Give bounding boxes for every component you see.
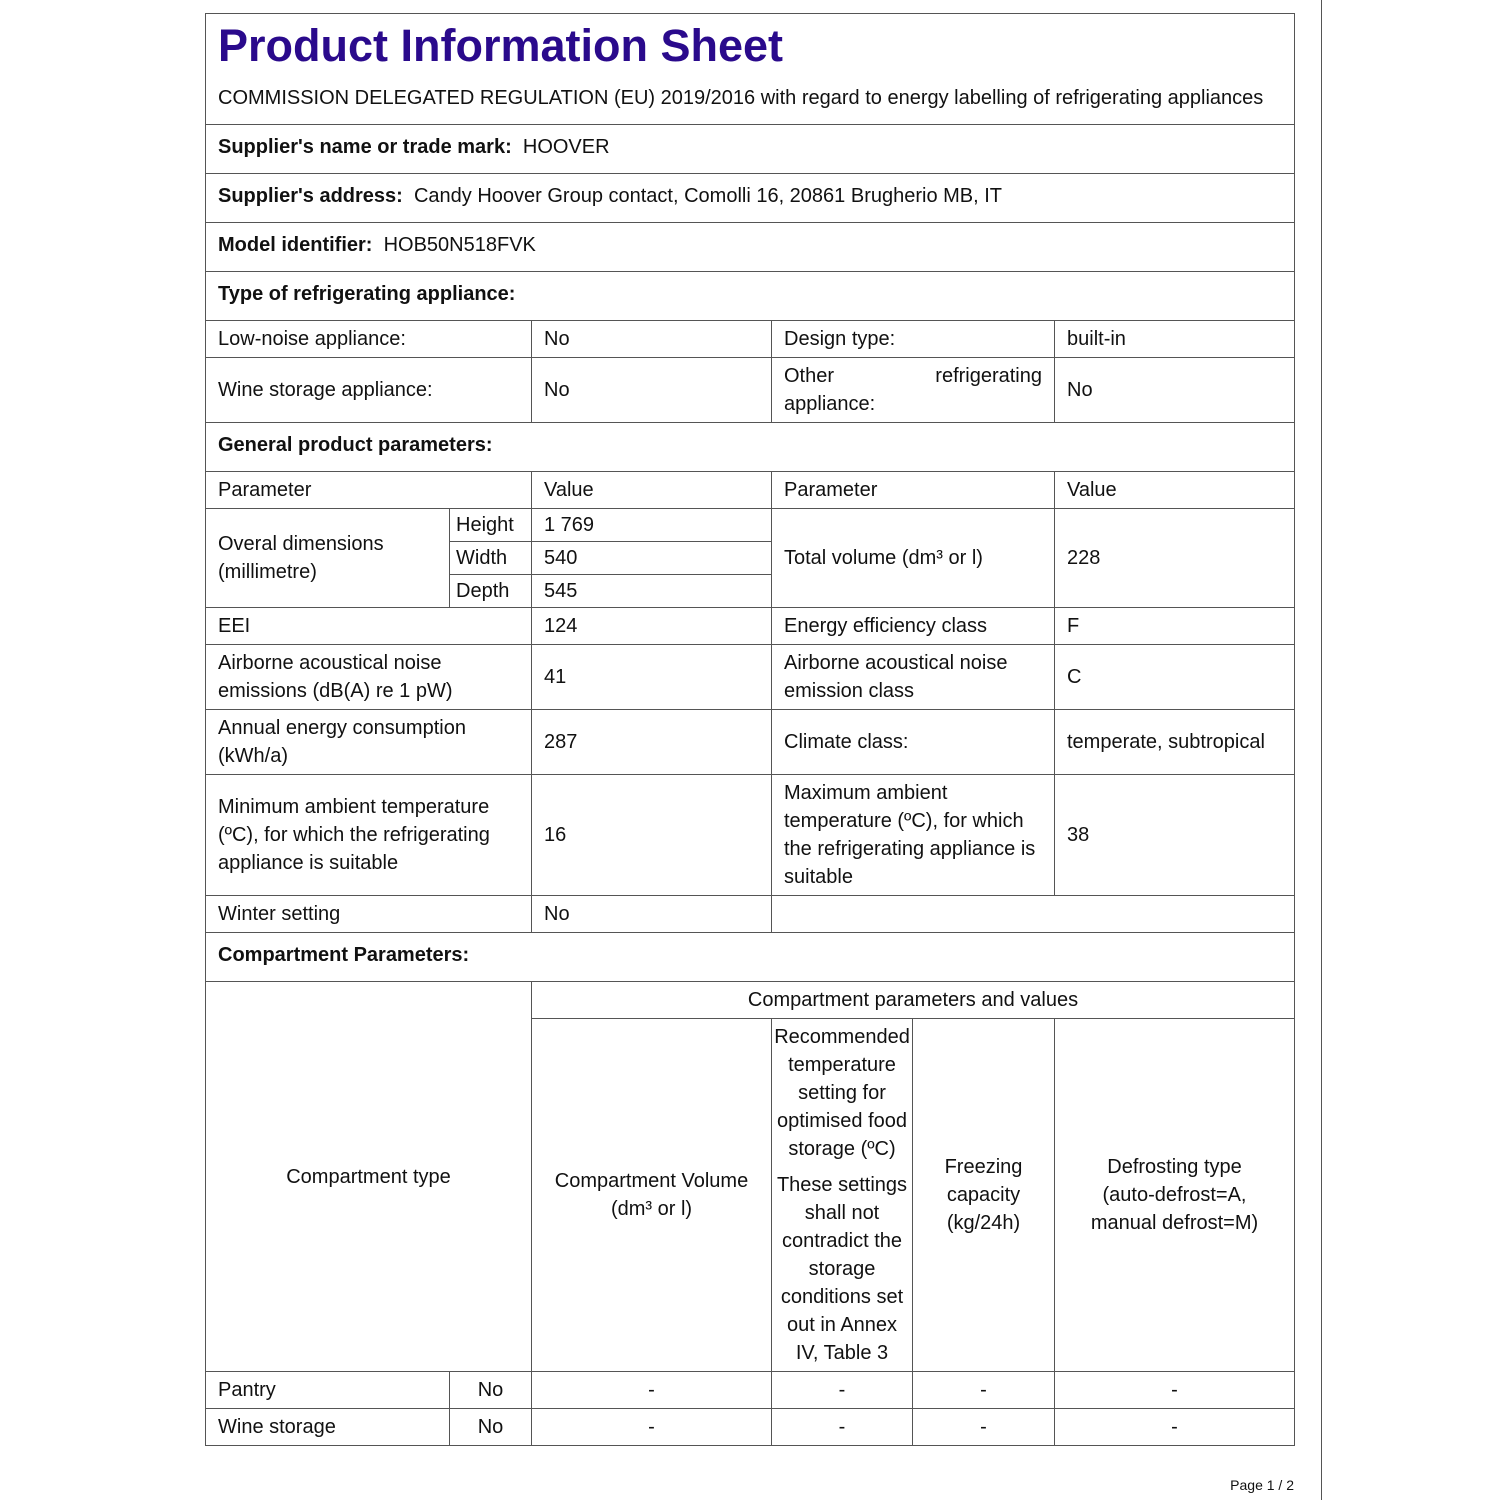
type-label (772, 358, 1055, 423)
type-value: No (532, 321, 772, 358)
parameter-value: No (532, 896, 772, 933)
compartment-row (206, 1409, 1295, 1446)
column-header: Parameter (206, 472, 532, 509)
parameter-row (206, 608, 1295, 645)
parameter-label: Airborne acoustical noise emission class (772, 645, 1055, 710)
height-value: 1 769 (532, 509, 772, 542)
title-cell (206, 14, 1295, 125)
parameter-value: 38 (1055, 775, 1295, 896)
compartment-freezing: - (913, 1409, 1055, 1446)
compartment-defrost: - (1055, 1409, 1295, 1446)
compartment-freezing: - (913, 1372, 1055, 1409)
parameter-value: F (1055, 608, 1295, 645)
parameter-label: Energy efficiency class (772, 608, 1055, 645)
page-number: Page 1 / 2 (1230, 1477, 1294, 1493)
model-label: Model identifier: (218, 234, 373, 256)
compartment-present: No (450, 1372, 532, 1409)
compartment-temperature: - (772, 1409, 913, 1446)
parameter-label: Minimum ambient temperature (ºC), for which the refrigerating appliance is suitable (206, 775, 532, 896)
address-label: Supplier's address: (218, 185, 403, 207)
address-value: Candy Hoover Group contact, Comolli 16, 20861 Brugherio MB, IT (413, 185, 1003, 207)
supplier-row (206, 125, 1295, 174)
type-label-part: Other (784, 365, 835, 387)
type-value: No (532, 358, 772, 423)
compartment-type-header: Compartment type (206, 982, 532, 1372)
parameter-value: 124 (532, 608, 772, 645)
parameter-row (206, 645, 1295, 710)
width-value: 540 (532, 542, 772, 575)
empty-cell (772, 896, 1295, 933)
height-label: Height (450, 509, 532, 542)
type-row (206, 358, 1295, 423)
type-label-part: refrigerating (935, 365, 1042, 387)
compartment-section-heading: Compartment Parameters: (206, 933, 1295, 982)
parameter-label: Airborne acoustical noise emissions (dB(A) re 1 pW) (206, 645, 532, 710)
product-information-sheet (205, 13, 1294, 1446)
type-label: Design type: (772, 321, 1055, 358)
type-label-part: appliance: (784, 393, 876, 415)
width-label: Width (450, 542, 532, 575)
parameter-value: 16 (532, 775, 772, 896)
parameter-row (206, 710, 1295, 775)
freezing-capacity-header: Freezing capacity (kg/24h) (913, 1019, 1055, 1372)
model-row (206, 223, 1295, 272)
parameter-value: C (1055, 645, 1295, 710)
supplier-value: HOOVER (522, 136, 610, 158)
parameter-label: Maximum ambient temperature (ºC), for which the refrigerating appliance is suitable (772, 775, 1055, 896)
type-row (206, 321, 1295, 358)
supplier-label: Supplier's name or trade mark: (218, 136, 512, 158)
column-header: Value (532, 472, 772, 509)
compartment-row (206, 1372, 1295, 1409)
parameter-label: EEI (206, 608, 532, 645)
compartment-volume-header: Compartment Volume (dm³ or l) (532, 1019, 772, 1372)
compartment-name: Wine storage (206, 1409, 450, 1446)
total-volume-value: 228 (1055, 509, 1295, 608)
regulation-subtitle: COMMISSION DELEGATED REGULATION (EU) 2019/2016 with regard to energy labelling of refrigerating appliances (218, 87, 1264, 109)
defrosting-type-header: Defrosting type (auto-defrost=A, manual defrost=M) (1055, 1019, 1295, 1372)
total-volume-label: Total volume (dm³ or l) (772, 509, 1055, 608)
parameter-value: temperate, subtropical (1055, 710, 1295, 775)
column-header: Value (1055, 472, 1295, 509)
compartment-name: Pantry (206, 1372, 450, 1409)
recommended-temperature-text: Recommended temperature setting for optimised food storage (ºC) (774, 1026, 910, 1160)
model-value: HOB50N518FVK (383, 234, 536, 256)
parameter-value: 287 (532, 710, 772, 775)
column-header: Parameter (772, 472, 1055, 509)
general-header-row (206, 472, 1295, 509)
page-edge-line (1321, 0, 1322, 1500)
page-title: Product Information Sheet (218, 20, 784, 71)
type-value: built-in (1055, 321, 1295, 358)
compartment-present: No (450, 1409, 532, 1446)
dimensions-label: Overal dimensions (millimetre) (206, 509, 450, 608)
info-table (205, 13, 1295, 1446)
address-row (206, 174, 1295, 223)
recommended-temperature-header (772, 1019, 913, 1372)
parameter-row (206, 896, 1295, 933)
compartment-temperature: - (772, 1372, 913, 1409)
parameter-value: 41 (532, 645, 772, 710)
type-label: Low-noise appliance: (206, 321, 532, 358)
parameter-label: Annual energy consumption (kWh/a) (206, 710, 532, 775)
type-label: Wine storage appliance: (206, 358, 532, 423)
parameter-label: Winter setting (206, 896, 532, 933)
depth-value: 545 (532, 575, 772, 608)
compartment-volume: - (532, 1372, 772, 1409)
type-value: No (1055, 358, 1295, 423)
compartment-group-header: Compartment parameters and values (532, 982, 1295, 1019)
depth-label: Depth (450, 575, 532, 608)
parameter-label: Climate class: (772, 710, 1055, 775)
compartment-volume: - (532, 1409, 772, 1446)
type-section-heading: Type of refrigerating appliance: (206, 272, 1295, 321)
general-section-heading: General product parameters: (206, 423, 1295, 472)
storage-conditions-note: These settings shall not contradict the storage conditions set out in Annex IV, Table 3 (776, 1174, 908, 1364)
compartment-defrost: - (1055, 1372, 1295, 1409)
parameter-row (206, 775, 1295, 896)
